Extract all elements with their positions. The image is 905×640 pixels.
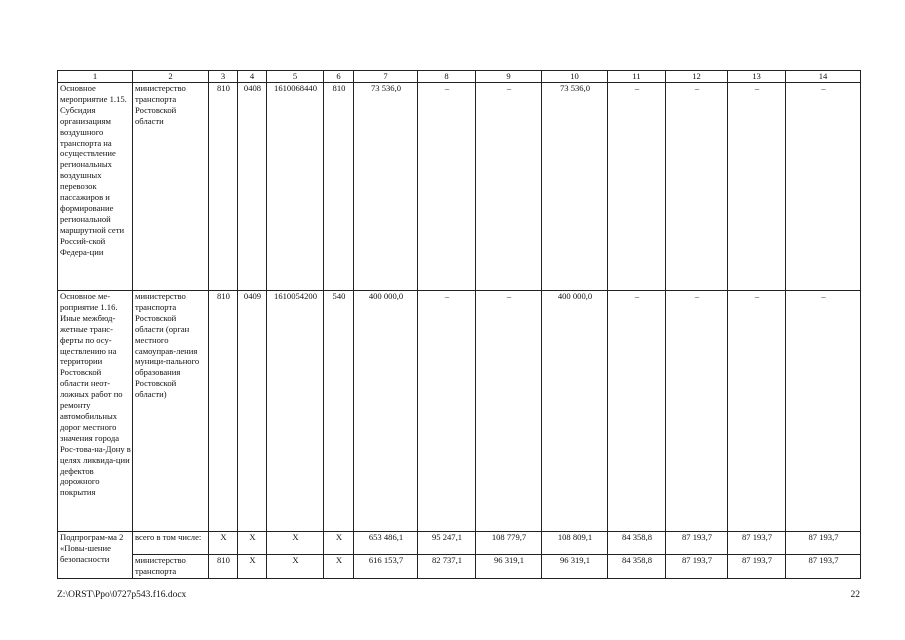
table-row <box>58 555 861 579</box>
executor: министерство транспорта Ростовской области <box>133 83 209 291</box>
amount-cell: – <box>476 83 542 291</box>
grbs-code: 810 <box>209 555 238 579</box>
executor: министерство транспорта <box>133 555 209 579</box>
column-header: 8 <box>418 71 476 83</box>
amount-cell: 73 536,0 <box>542 83 608 291</box>
target-article-code: X <box>267 532 324 555</box>
section-code: X <box>238 532 267 555</box>
amount-cell: – <box>608 83 666 291</box>
activity-name: Основное ме-роприятие 1.16. Иные межбюд-жетные транс-ферты по осу-ществлению на территории Ростовской области неот-ложных работ по ремонту автомобильных дорог местного значения города Рос-това-на-Дону в целях ликвида-ции дефектов дорожного покрытия <box>58 291 133 532</box>
column-header: 7 <box>354 71 418 83</box>
column-header: 13 <box>728 71 786 83</box>
amount-cell: – <box>666 291 728 532</box>
page-footer <box>57 590 860 604</box>
column-header: 11 <box>608 71 666 83</box>
amount-cell: – <box>418 83 476 291</box>
activity-name: Подпрограм-ма 2 «Повы-шение безопасности <box>58 532 133 579</box>
grbs-code: 810 <box>209 291 238 532</box>
amount-total: 400 000,0 <box>354 291 418 532</box>
table-row <box>58 83 861 291</box>
amount-cell: – <box>786 291 861 532</box>
column-header: 14 <box>786 71 861 83</box>
amount-cell: – <box>476 291 542 532</box>
grbs-code: X <box>209 532 238 555</box>
amount-cell: 96 319,1 <box>542 555 608 579</box>
expense-type-code: X <box>324 532 354 555</box>
section-code: X <box>238 555 267 579</box>
expense-type-code: 810 <box>324 83 354 291</box>
section-code: 0409 <box>238 291 267 532</box>
target-article-code: X <box>267 555 324 579</box>
column-header: 9 <box>476 71 542 83</box>
column-header: 10 <box>542 71 608 83</box>
amount-cell: – <box>666 83 728 291</box>
grbs-code: 810 <box>209 83 238 291</box>
amount-cell: 84 358,8 <box>608 532 666 555</box>
amount-cell: 87 193,7 <box>786 555 861 579</box>
amount-cell: 96 319,1 <box>476 555 542 579</box>
target-article-code: 1610054200 <box>267 291 324 532</box>
section-code: 0408 <box>238 83 267 291</box>
document-path: Z:\ORST\Ppo\0727p543.f16.docx <box>57 590 187 600</box>
amount-cell: 87 193,7 <box>728 555 786 579</box>
table-row <box>58 291 861 532</box>
amount-cell: – <box>728 83 786 291</box>
amount-cell: 87 193,7 <box>786 532 861 555</box>
column-header: 12 <box>666 71 728 83</box>
amount-cell: 87 193,7 <box>666 532 728 555</box>
amount-cell: – <box>418 291 476 532</box>
budget-table <box>57 70 861 579</box>
amount-cell: 400 000,0 <box>542 291 608 532</box>
amount-cell: – <box>608 291 666 532</box>
amount-cell: 87 193,7 <box>728 532 786 555</box>
column-header: 6 <box>324 71 354 83</box>
column-header: 1 <box>58 71 133 83</box>
target-article-code: 1610068440 <box>267 83 324 291</box>
column-header: 2 <box>133 71 209 83</box>
executor: министерство транспорта Ростовской области (орган местного самоуправ-ления муници-пального образования Ростовской области) <box>133 291 209 532</box>
header-row <box>58 71 861 83</box>
column-header: 5 <box>267 71 324 83</box>
amount-cell: 95 247,1 <box>418 532 476 555</box>
column-header: 3 <box>209 71 238 83</box>
expense-type-code: 540 <box>324 291 354 532</box>
amount-cell: 108 809,1 <box>542 532 608 555</box>
amount-cell: 87 193,7 <box>666 555 728 579</box>
amount-cell: 82 737,1 <box>418 555 476 579</box>
amount-cell: 108 779,7 <box>476 532 542 555</box>
amount-cell: – <box>786 83 861 291</box>
table-row <box>58 532 861 555</box>
expense-type-code: X <box>324 555 354 579</box>
column-header: 4 <box>238 71 267 83</box>
amount-total: 616 153,7 <box>354 555 418 579</box>
activity-name: Основное мероприятие 1.15. Субсидия организациям воздушного транспорта на осуществление региональных воздушных перевозок пассажиров и формирование региональной маршрутной сети Россий-ской Федера-ции <box>58 83 133 291</box>
page-number: 22 <box>850 590 860 600</box>
executor: всего в том числе: <box>133 532 209 555</box>
amount-total: 73 536,0 <box>354 83 418 291</box>
amount-cell: 84 358,8 <box>608 555 666 579</box>
amount-total: 653 486,1 <box>354 532 418 555</box>
amount-cell: – <box>728 291 786 532</box>
